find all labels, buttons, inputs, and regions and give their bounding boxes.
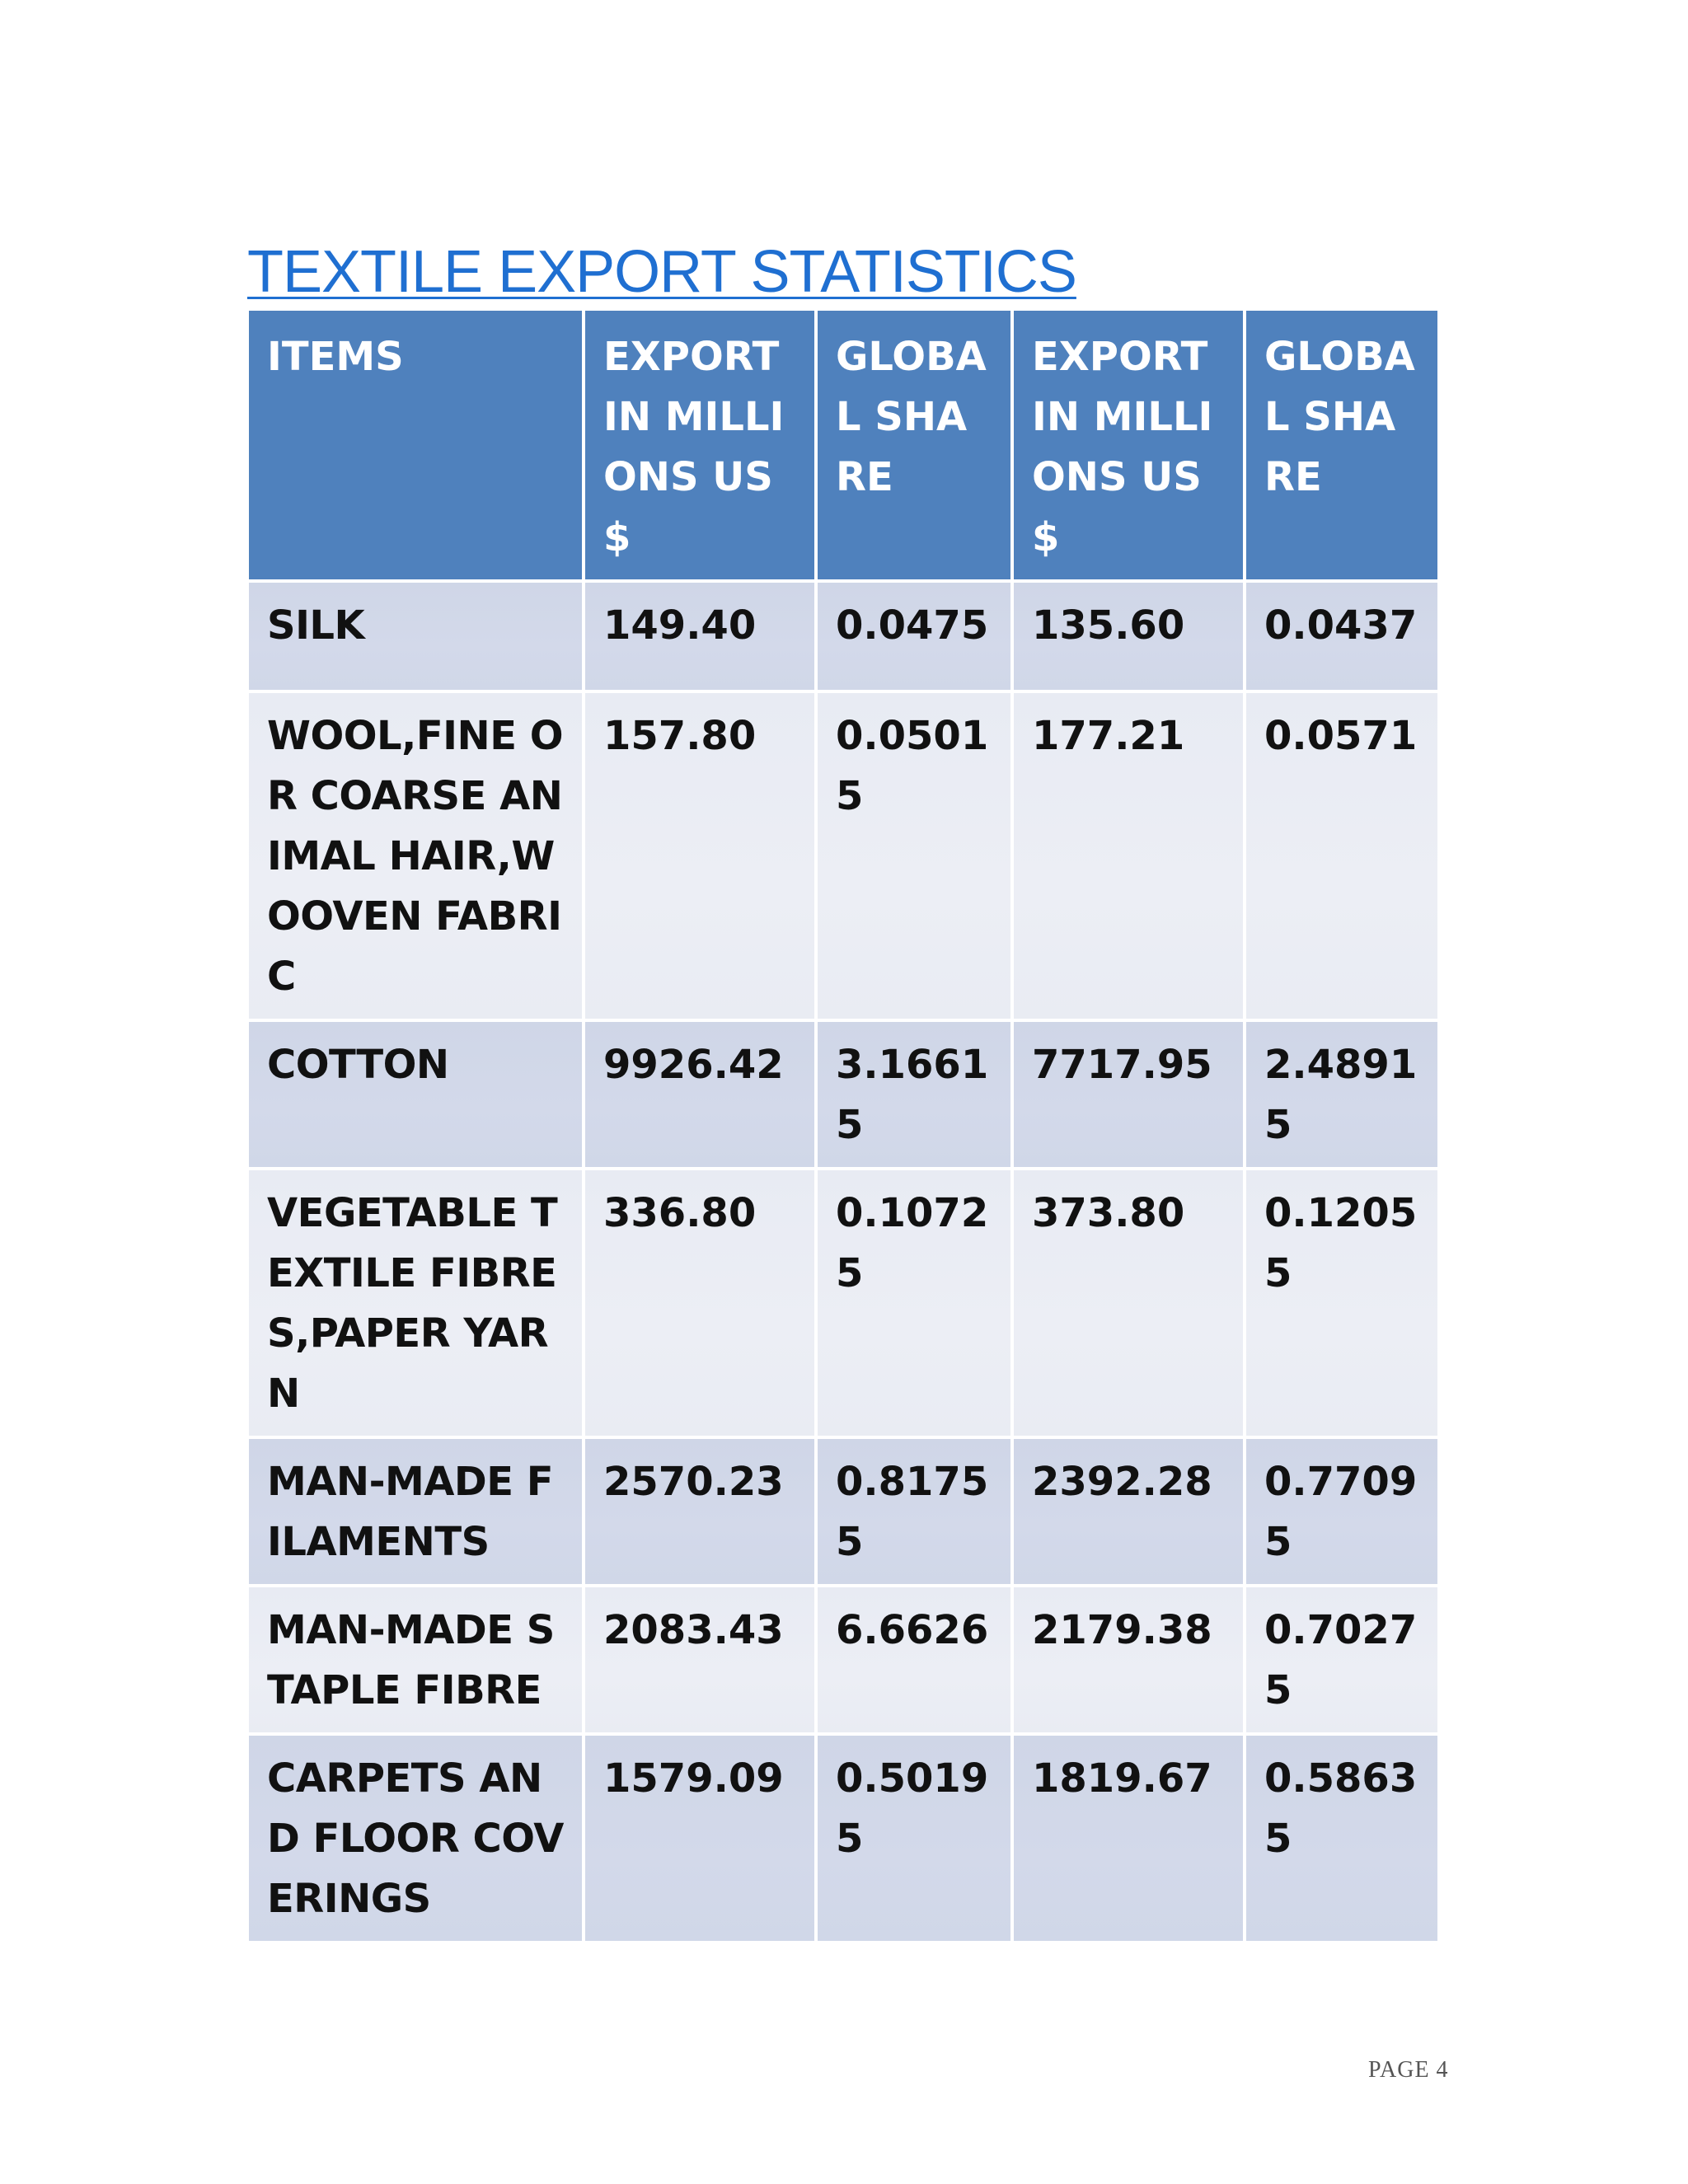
item-cell: MAN-MADE FILAMENTS: [249, 1439, 582, 1584]
global-share-cell: 3.16615: [818, 1022, 1010, 1167]
table-row: [249, 1439, 1437, 1584]
table-row: [249, 583, 1437, 690]
global-share-cell: 0.10725: [818, 1170, 1010, 1436]
table-row: [249, 1736, 1437, 1941]
export-cell: 149.40: [585, 583, 814, 690]
table-row: [249, 1170, 1437, 1436]
table-row: [249, 693, 1437, 1019]
global-share-cell: 2.48915: [1246, 1022, 1437, 1167]
item-cell: CARPETS AND FLOOR COVERINGS: [249, 1736, 582, 1941]
export-cell: 157.80: [585, 693, 814, 1019]
global-share-cell: 0.0437: [1246, 583, 1437, 690]
export-cell: 1579.09: [585, 1736, 814, 1941]
header-export-2: EXPORT IN MILLIONS US $: [1014, 311, 1243, 579]
textile-export-table: [246, 307, 1441, 1944]
global-share-cell: 0.70275: [1246, 1587, 1437, 1732]
global-share-cell: 0.50195: [818, 1736, 1010, 1941]
global-share-cell: 6.6626: [818, 1587, 1010, 1732]
global-share-cell: 0.12055: [1246, 1170, 1437, 1436]
export-cell: 177.21: [1014, 693, 1243, 1019]
table-row: [249, 1022, 1437, 1167]
global-share-cell: 0.0475: [818, 583, 1010, 690]
page-number: PAGE 4: [1368, 2057, 1449, 2083]
header-export-1: EXPORT IN MILLIONS US $: [585, 311, 814, 579]
global-share-cell: 0.05015: [818, 693, 1010, 1019]
global-share-cell: 0.58635: [1246, 1736, 1437, 1941]
export-cell: 373.80: [1014, 1170, 1243, 1436]
item-cell: WOOL,FINE OR COARSE ANIMAL HAIR,WOOVEN FABRIC: [249, 693, 582, 1019]
export-cell: 2570.23: [585, 1439, 814, 1584]
item-cell: VEGETABLE TEXTILE FIBRES,PAPER YARN: [249, 1170, 582, 1436]
item-cell: MAN-MADE STAPLE FIBRE: [249, 1587, 582, 1732]
export-cell: 2179.38: [1014, 1587, 1243, 1732]
export-cell: 2392.28: [1014, 1439, 1243, 1584]
header-global-share-1: GLOBAL SHARE: [818, 311, 1010, 579]
export-cell: 336.80: [585, 1170, 814, 1436]
header-global-share-2: GLOBAL SHARE: [1246, 311, 1437, 579]
global-share-cell: 0.81755: [818, 1439, 1010, 1584]
table-row: [249, 1587, 1437, 1732]
header-items: ITEMS: [249, 311, 582, 579]
export-cell: 1819.67: [1014, 1736, 1243, 1941]
export-cell: 135.60: [1014, 583, 1243, 690]
export-cell: 9926.42: [585, 1022, 814, 1167]
item-cell: SILK: [249, 583, 582, 690]
global-share-cell: 0.77095: [1246, 1439, 1437, 1584]
export-cell: 7717.95: [1014, 1022, 1243, 1167]
page-title: TEXTILE EXPORT STATISTICS: [247, 239, 1076, 305]
global-share-cell: 0.0571: [1246, 693, 1437, 1019]
item-cell: COTTON: [249, 1022, 582, 1167]
export-cell: 2083.43: [585, 1587, 814, 1732]
table-header-row: [249, 311, 1437, 579]
